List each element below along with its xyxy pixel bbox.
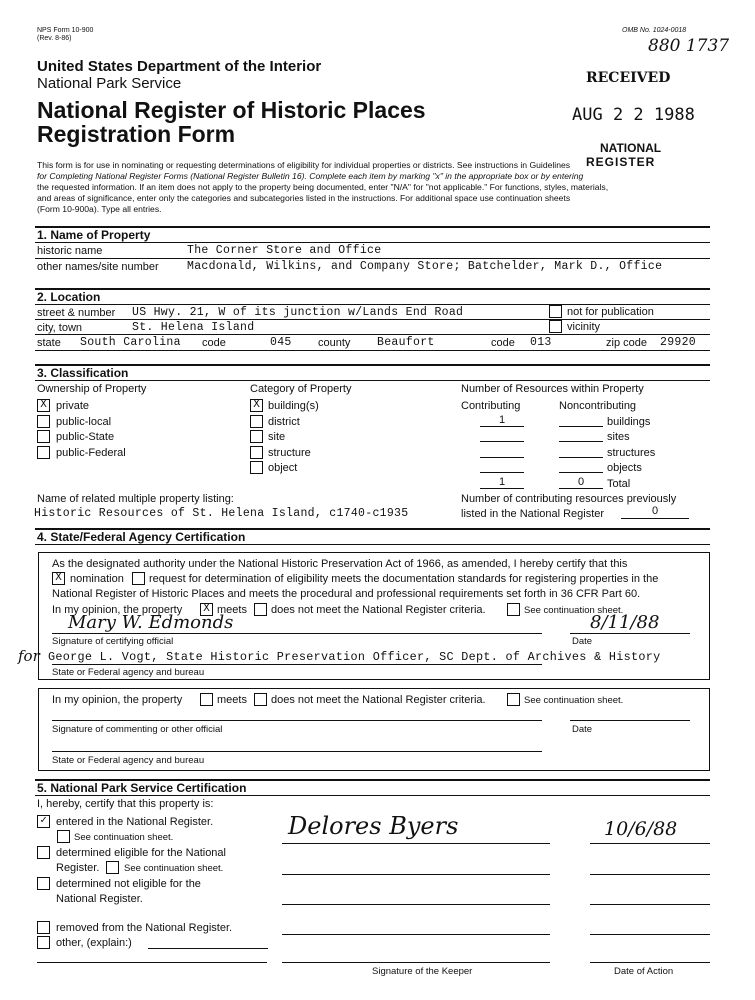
instructions-line: for Completing National Register Forms (National Register Bulletin 16). Complete each item by marking "x" in the appropriate box or by entering: [37, 171, 584, 181]
agency-value: George L. Vogt, State Historic Preservation Officer, SC Dept. of Archives & History: [48, 650, 661, 664]
eligible-see-continuation-label: See continuation sheet.: [124, 863, 224, 874]
determined-not-eligible-checkbox[interactable]: [37, 877, 50, 890]
instructions-line: and areas of significance, enter only the categories and subcategories listed in the instructions. For additional space use continuation sheets: [37, 193, 571, 203]
keeper-date-line: [590, 934, 710, 935]
previously-listed-label1: Number of contributing resources previously: [461, 493, 677, 505]
form-revision: (Rev. 8-86): [37, 35, 72, 42]
previously-listed-value: 0: [621, 505, 689, 519]
section-divider: [35, 288, 710, 290]
entered-see-continuation-checkbox[interactable]: [57, 830, 70, 843]
previously-listed-label2: listed in the National Register: [461, 508, 605, 520]
does-not-meet-label: does not meet the National Register criteria.: [271, 604, 486, 616]
category-option: building(s): [268, 400, 319, 412]
city-value: St. Helena Island: [132, 321, 255, 334]
historic-name-value: The Corner Store and Office: [187, 244, 382, 257]
contributing-structures: [480, 445, 524, 458]
resource-row-label: structures: [607, 447, 656, 459]
date-line: [570, 633, 690, 634]
noncontributing-total: 0: [559, 476, 603, 489]
see-continuation2-label: See continuation sheet.: [524, 695, 624, 706]
stamp-national: NATIONAL: [600, 141, 662, 155]
resources-title: Number of Resources within Property: [461, 383, 644, 395]
does-not-meet-checkbox[interactable]: [254, 603, 267, 616]
agency-line: [52, 664, 542, 665]
entered-checkbox[interactable]: ✓: [37, 815, 50, 828]
zip-label: zip code: [606, 337, 647, 349]
determined-eligible-label1: determined eligible for the National: [56, 847, 226, 859]
state-code-label: code: [202, 337, 226, 349]
date-label: Date: [572, 636, 593, 647]
determined-eligible-label2: Register.: [56, 862, 100, 874]
signature2-label: Signature of commenting or other official: [52, 724, 223, 735]
determined-not-eligible-label1: determined not eligible for the: [56, 878, 201, 890]
vicinity-label: vicinity: [567, 321, 601, 333]
multiple-property-label: Name of related multiple property listing:: [37, 493, 234, 505]
opinion2-label: In my opinion, the property: [52, 694, 183, 706]
historic-name-label: historic name: [37, 245, 103, 257]
entered-label: entered in the National Register.: [56, 816, 214, 828]
county-value: Beaufort: [377, 336, 435, 349]
keeper-signature-label: Signature of the Keeper: [372, 966, 473, 977]
meets-label: meets: [217, 604, 247, 616]
stamp-date: AUG 2 2 1988: [572, 105, 695, 125]
instructions-line: the requested information. If an item does not apply to the property being documented, enter "N/A" for "not applicable." For functions, styles, materials,: [37, 182, 609, 192]
determined-not-eligible-label2: National Register.: [56, 893, 143, 905]
date-of-action-label: Date of Action: [614, 966, 674, 977]
ownership-option: private: [56, 400, 90, 412]
multiple-property-value: Historic Resources of St. Helena Island, c1740-c1935: [34, 507, 409, 520]
certifying-signature: Mary W. Edmonds: [68, 612, 234, 633]
noncontributing-structures: [559, 445, 603, 458]
form-number: NPS Form 10-900: [37, 27, 94, 34]
other-checkbox[interactable]: [37, 936, 50, 949]
keeper-date: 10/6/88: [604, 818, 678, 840]
category-option: district: [268, 416, 300, 428]
category-structure-checkbox[interactable]: [250, 446, 263, 459]
street-label: street & number: [37, 307, 116, 319]
ownership-option: public-State: [56, 431, 115, 443]
handwritten-for: for: [18, 647, 40, 665]
instructions-line: (Form 10-900a). Type all entries.: [37, 204, 162, 214]
street-value: US Hwy. 21, W of its junction w/Lands End Road: [132, 306, 464, 319]
rule: [35, 242, 710, 243]
other-names-value: Macdonald, Wilkins, and Company Store; Batchelder, Mark D., Office: [187, 260, 663, 273]
signature-line: [52, 633, 542, 634]
agency-label: State or Federal agency and bureau: [52, 667, 205, 678]
service-name: National Park Service: [37, 75, 182, 92]
state-code-value: 045: [270, 336, 292, 349]
see-continuation2-checkbox[interactable]: [507, 693, 520, 706]
contributing-objects: [480, 460, 524, 473]
category-option: structure: [268, 447, 311, 459]
form-title-line2: Registration Form: [37, 121, 236, 147]
agency2-label: State or Federal agency and bureau: [52, 755, 205, 766]
category-building-checkbox[interactable]: X: [250, 399, 263, 412]
meets2-label: meets: [217, 694, 247, 706]
rule: [35, 795, 710, 796]
certifying-date: 8/11/88: [590, 612, 660, 633]
date2-label: Date: [572, 724, 593, 735]
resource-row-label: Total: [607, 478, 631, 490]
keeper-date-line: [590, 904, 710, 905]
category-option: object: [268, 462, 298, 474]
section4-heading: 4. State/Federal Agency Certification: [37, 530, 246, 544]
handwritten-reference: 880 1737: [648, 36, 730, 56]
request-checkbox[interactable]: [132, 572, 145, 585]
ownership-public-federal-checkbox[interactable]: [37, 446, 50, 459]
rule: [35, 304, 710, 305]
see-continuation-label: See continuation sheet.: [524, 605, 624, 616]
stamp-received: RECEIVED: [586, 70, 671, 86]
section3-heading: 3. Classification: [37, 366, 129, 380]
city-label: city, town: [37, 322, 83, 334]
resource-row-label: objects: [607, 462, 642, 474]
county-label: county: [318, 337, 351, 349]
category-site-checkbox[interactable]: [250, 430, 263, 443]
ownership-public-state-checkbox[interactable]: [37, 430, 50, 443]
ownership-option: public-Federal: [56, 447, 126, 459]
keeper-certify-text: I, hereby, certify that this property is:: [37, 798, 214, 810]
removed-checkbox[interactable]: [37, 921, 50, 934]
does-not-meet2-label: does not meet the National Register criteria.: [271, 694, 486, 706]
noncontributing-buildings: [559, 414, 603, 427]
agency2-line: [52, 751, 542, 752]
keeper-line: [282, 843, 550, 844]
other-explain-line: [148, 948, 268, 949]
county-code-value: 013: [530, 336, 552, 349]
noncontributing-header: Noncontributing: [559, 400, 637, 412]
state-label: state: [37, 337, 61, 349]
resource-row-label: sites: [607, 431, 630, 443]
certification-paragraph3: National Register of Historic Places and meets the procedural and professional requirements set forth in 36 CFR Part 60.: [52, 588, 641, 600]
rule: [35, 258, 710, 259]
rule: [35, 544, 710, 545]
keeper-signature: Delores Byers: [288, 812, 459, 840]
keeper-line: [282, 874, 550, 875]
meets-checkbox[interactable]: X: [200, 603, 213, 616]
county-code-label: code: [491, 337, 515, 349]
keeper-date-line: [590, 874, 710, 875]
not-for-publication-checkbox[interactable]: [549, 305, 562, 318]
see-continuation-checkbox[interactable]: [507, 603, 520, 616]
contributing-total: 1: [480, 476, 524, 489]
noncontributing-sites: [559, 429, 603, 442]
category-option: site: [268, 431, 286, 443]
state-value: South Carolina: [80, 336, 181, 349]
date2-line: [570, 720, 690, 721]
keeper-date-line: [590, 843, 710, 844]
does-not-meet2-checkbox[interactable]: [254, 693, 267, 706]
department-name: United States Department of the Interior: [37, 58, 322, 75]
zip-value: 29920: [660, 336, 697, 349]
determined-eligible-checkbox[interactable]: [37, 846, 50, 859]
removed-label: removed from the National Register.: [56, 922, 233, 934]
ownership-public-local-checkbox[interactable]: [37, 415, 50, 428]
eligible-see-continuation-checkbox[interactable]: [106, 861, 119, 874]
keeper-line: [282, 962, 550, 963]
ownership-private-checkbox[interactable]: X: [37, 399, 50, 412]
section2-heading: 2. Location: [37, 290, 101, 304]
vicinity-checkbox[interactable]: [549, 320, 562, 333]
category-object-checkbox[interactable]: [250, 461, 263, 474]
contributing-sites: [480, 429, 524, 442]
signature-label: Signature of certifying official: [52, 636, 174, 647]
omb-number: OMB No. 1024-0018: [622, 27, 687, 34]
certification-paragraph1: As the designated authority under the National Historic Preservation Act of 1966, as amended, I hereby certify that this: [52, 558, 628, 570]
category-district-checkbox[interactable]: [250, 415, 263, 428]
instructions-line: This form is for use in nominating or requesting determinations of eligibility for individual properties or districts. See instructions in Guidelines: [37, 160, 571, 170]
rule: [35, 334, 710, 335]
section-divider: [35, 364, 710, 366]
not-for-publication-label: not for publication: [567, 306, 654, 318]
opinion-label: In my opinion, the property: [52, 604, 183, 616]
noncontributing-objects: [559, 460, 603, 473]
keeper-date-line: [590, 962, 710, 963]
contributing-header: Contributing: [461, 400, 521, 412]
request-label: request for determination of eligibility meets the documentation standards for registering properties in the: [149, 573, 659, 585]
resource-row-label: buildings: [607, 416, 651, 428]
contributing-buildings: 1: [480, 414, 524, 427]
nomination-label: nomination: [70, 573, 124, 585]
other-names-label: other names/site number: [37, 261, 159, 273]
other-explain-line2: [37, 962, 267, 963]
section1-heading: 1. Name of Property: [37, 228, 151, 242]
rule: [35, 380, 710, 381]
stamp-register: REGISTER: [586, 155, 656, 169]
other-label: other, (explain:): [56, 937, 132, 949]
entered-see-continuation-label: See continuation sheet.: [74, 832, 174, 843]
keeper-line: [282, 934, 550, 935]
section5-heading: 5. National Park Service Certification: [37, 781, 247, 795]
keeper-line: [282, 904, 550, 905]
ownership-option: public-local: [56, 416, 112, 428]
nomination-checkbox[interactable]: X: [52, 572, 65, 585]
rule: [35, 350, 710, 351]
ownership-title: Ownership of Property: [37, 383, 147, 395]
rule: [35, 319, 710, 320]
form-title-line1: National Register of Historic Places: [37, 97, 426, 123]
category-title: Category of Property: [250, 383, 352, 395]
meets2-checkbox[interactable]: [200, 693, 213, 706]
signature2-line: [52, 720, 542, 721]
